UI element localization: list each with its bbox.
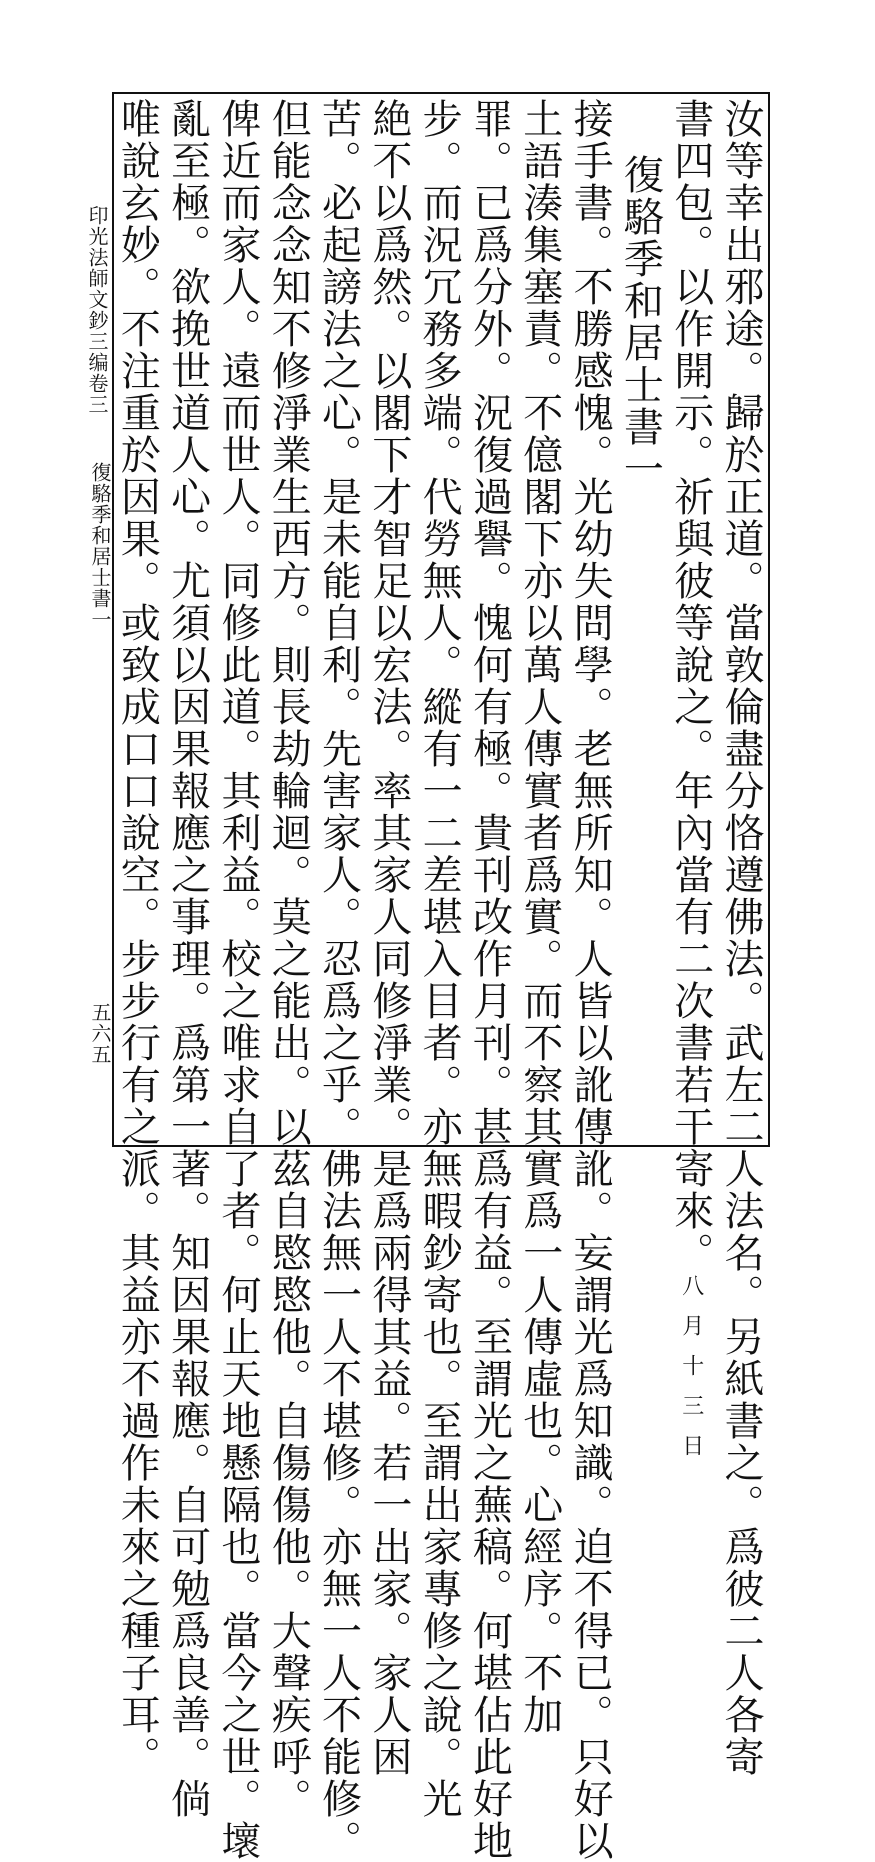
text-column-6: 罪。已爲分外。況復過譽。愧何有極。貴刊改作月刊。甚爲有益。至謂光之蕪稿。何堪佔此好地 bbox=[466, 98, 513, 1862]
text-column-13: 唯說玄妙。不注重於因果。或致成口口說空。步步行有之派。其益亦不過作未來之種子耳。 bbox=[114, 98, 161, 1778]
letter-heading: 復駱季和居士書一 bbox=[617, 154, 664, 490]
text-body bbox=[114, 94, 768, 1862]
text-frame bbox=[112, 92, 770, 1862]
text-column-5: 土語湊集塞責。不億閣下亦以萬人傳實者爲實。而不察其實爲一人傳虛也。心經序。不加 bbox=[516, 98, 563, 1736]
date-note: 八月十三日 bbox=[678, 1274, 704, 1474]
text-column-2-text: 書四包。以作開示。祈與彼等說之。年內當有二次書若干寄來。 bbox=[667, 98, 714, 1274]
text-column-4: 接手書。不勝感愧。光幼失問學。老無所知。人皆以訛傳訛。妄謂光爲知識。迫不得已。只好以 bbox=[567, 98, 614, 1862]
text-column-8: 絶不以爲然。以閣下才智足以宏法。率其家人同修淨業。是爲兩得其益。若一出家。家人困 bbox=[365, 98, 412, 1778]
text-column-9: 苦。必起謗法之心。是未能自利。先害家人。忍爲之乎。佛法無一人不堪修。亦無一人不能修。 bbox=[315, 98, 362, 1862]
book-title-margin: 印光法師文鈔三编卷三 bbox=[85, 205, 109, 415]
text-column-11: 俾近而家人。遠而世人。同修此道。其利益。校之唯求自了者。何止天地懸隔也。當今之世。壞 bbox=[214, 98, 261, 1862]
text-column-10: 但能念念知不修淨業生西方。則長劫輪迴。莫之能出。以茲自愍愍他。自傷傷他。大聲疾呼。 bbox=[265, 98, 312, 1820]
text-column-12: 亂至極。欲挽世道人心。尤須以因果報應之事理。爲第一著。知因果報應。自可勉爲良善。倘 bbox=[164, 98, 211, 1820]
page-number: 五六五 bbox=[88, 1002, 112, 1065]
section-title-margin: 復駱季和居士書一 bbox=[88, 462, 112, 630]
text-column-7: 步。而況冗務多端。代勞無人。縱有一二差堪入目者。亦無暇鈔寄也。至謂出家專修之說。光 bbox=[416, 98, 463, 1820]
text-column-2 bbox=[667, 94, 715, 1474]
text-column-1: 汝等幸出邪途。歸於正道。當敦倫盡分恪遵佛法。武左二人法名。另紙書之。爲彼二人各寄 bbox=[718, 98, 764, 1778]
